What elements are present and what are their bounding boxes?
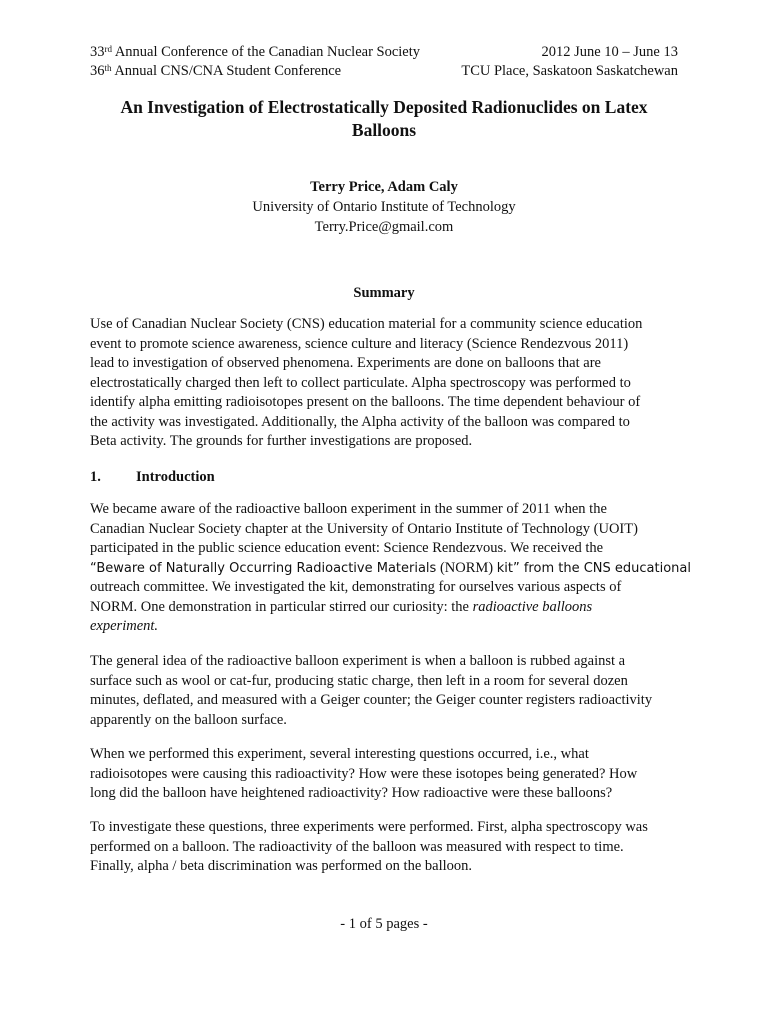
author-affiliation: University of Ontario Institute of Technology — [252, 199, 516, 215]
paragraph-line: To investigate these questions, three experiments were performed. First, alpha spectroscopy was — [90, 819, 648, 835]
page-number-footer: - 1 of 5 pages - — [340, 916, 428, 932]
paragraph-line: “Beware of Naturally Occurring Radioactive Materials (NORM) kit” from the CNS educational — [90, 559, 691, 576]
conference-name-1: 33rd Annual Conference of the Canadian Nuclear Society — [90, 44, 421, 60]
intro-paragraph-4 — [90, 818, 682, 877]
summary-line: Use of Canadian Nuclear Society (CNS) education material for a community science education — [90, 316, 643, 332]
summary-line: electrostatically charged then left to collect particulate. Alpha spectroscopy was performed to — [90, 374, 631, 391]
paragraph-line: long did the balloon have heightened radioactivity? How radioactive were these balloons? — [90, 785, 613, 801]
summary-paragraph — [90, 315, 682, 452]
paragraph-line: experiment. — [90, 618, 159, 634]
conference-header-line-2 — [90, 62, 678, 80]
conference-dates: 2012 June 10 – June 13 — [541, 44, 678, 60]
summary-heading: Summary — [353, 285, 415, 301]
paragraph-line: surface such as wool or cat-fur, producing static charge, then left in a room for several dozen — [90, 672, 628, 689]
summary-line: lead to investigation of observed phenomena. Experiments are done on balloons that are — [90, 355, 601, 371]
summary-line: event to promote science awareness, science culture and literacy (Science Rendezvous 2011) — [90, 335, 629, 352]
paragraph-line: apparently on the balloon surface. — [90, 711, 287, 728]
paragraph-line: outreach committee. We investigated the kit, demonstrating for ourselves various aspects of — [90, 579, 622, 595]
conference-location: TCU Place, Saskatoon Saskatchewan — [461, 63, 678, 79]
section-title: Introduction — [136, 469, 215, 485]
intro-paragraph-1 — [90, 500, 691, 637]
conference-header-line-1 — [90, 43, 678, 61]
paper-title — [90, 96, 678, 142]
summary-line: the activity was investigated. Additionally, the Alpha activity of the balloon was compared to — [90, 413, 630, 430]
paragraph-line: participated in the public science education event: Science Rendezvous. We received the — [90, 540, 604, 556]
paper-authors: Terry Price, Adam Caly — [310, 179, 458, 195]
paragraph-line: Finally, alpha / beta discrimination was performed on the balloon. — [90, 858, 473, 874]
conference-name-2: 36th Annual CNS/CNA Student Conference — [90, 63, 342, 79]
paragraph-line: NORM. One demonstration in particular stirred our curiosity: the radioactive balloons — [90, 598, 593, 615]
paragraph-line: minutes, deflated, and measured with a Geiger counter; the Geiger counter registers radioactivity — [90, 692, 653, 708]
section-number: 1. — [90, 469, 101, 485]
summary-line: Beta activity. The grounds for further investigations are proposed. — [90, 433, 473, 449]
author-email: Terry.Price@gmail.com — [314, 219, 454, 235]
intro-paragraph-2 — [90, 652, 682, 730]
paper-title-line-2: Balloons — [351, 120, 417, 140]
section-heading-introduction — [90, 468, 215, 486]
intro-paragraph-3 — [90, 745, 682, 804]
paragraph-line: radioisotopes were causing this radioactivity? How were these isotopes being generated? How — [90, 765, 638, 782]
paragraph-line: The general idea of the radioactive balloon experiment is when a balloon is rubbed against a — [90, 653, 626, 669]
paragraph-line: We became aware of the radioactive balloon experiment in the summer of 2011 when the — [90, 501, 607, 517]
paragraph-line: performed on a balloon. The radioactivity of the balloon was measured with respect to time. — [90, 838, 624, 855]
summary-line: identify alpha emitting radioisotopes present on the balloons. The time dependent behaviour of — [90, 394, 641, 410]
paragraph-line: Canadian Nuclear Society chapter at the University of Ontario Institute of Technology (UOIT) — [90, 520, 638, 537]
paper-title-line-1: An Investigation of Electrostatically Deposited Radionuclides on Latex — [120, 97, 648, 117]
paragraph-line: When we performed this experiment, several interesting questions occurred, i.e., what — [90, 746, 589, 762]
